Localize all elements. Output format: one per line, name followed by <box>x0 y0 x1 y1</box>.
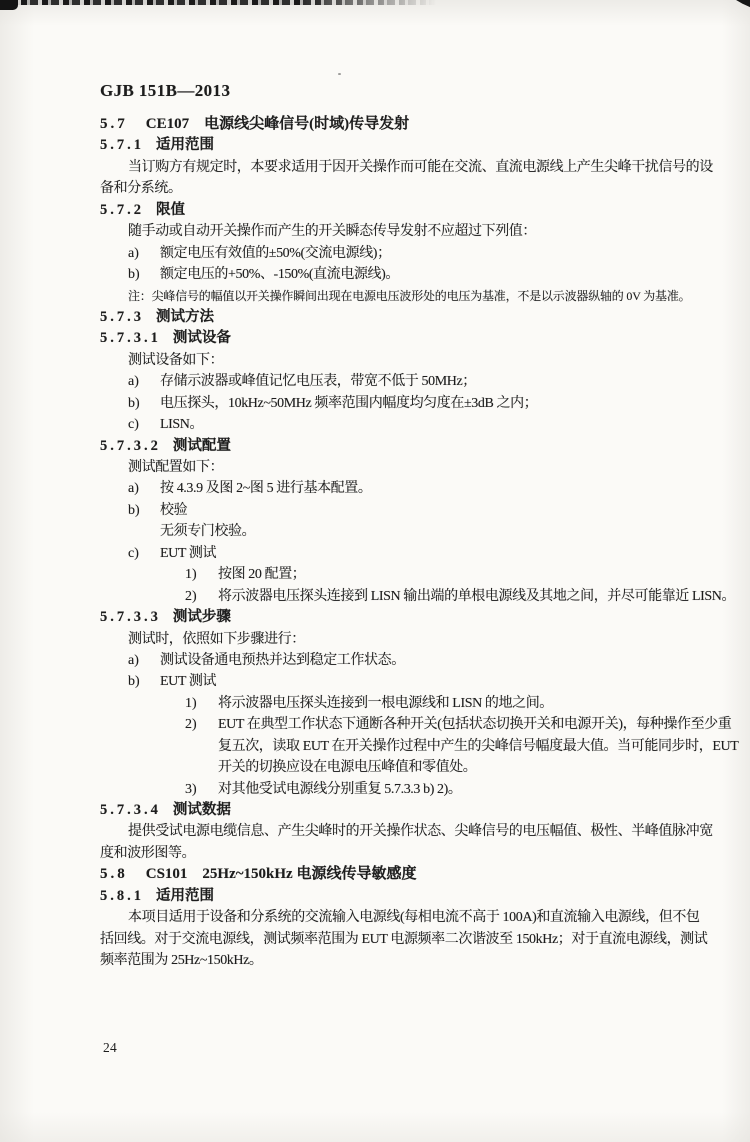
section-number: 5.7.3.2 <box>100 437 161 454</box>
sub-list-item <box>100 714 732 735</box>
section-heading-5-8-1 <box>100 886 716 907</box>
sub-list-item <box>100 564 716 585</box>
sub-list-item <box>100 779 716 800</box>
list-item <box>100 478 716 499</box>
list-text: 电压探头，10kHz~50MHz 频率范围内幅度均匀度在±3dB 之内； <box>160 395 538 411</box>
document-body <box>100 114 739 972</box>
list-marker: 1) <box>185 695 197 711</box>
list-item <box>100 671 716 692</box>
list-marker: 2) <box>185 717 197 733</box>
list-text: 对其他受试电源线分别重复 5.7.3.3 b) 2)。 <box>218 781 462 797</box>
list-marker: a) <box>128 374 139 390</box>
list-marker: c) <box>128 417 139 433</box>
section-number: 5.7 <box>100 116 128 132</box>
list-marker: 2) <box>185 588 197 604</box>
list-text: EUT 测试 <box>160 674 217 690</box>
body-line: 随手动或自动开关操作而产生的开关瞬态传导发射不应超过下列值： <box>128 224 536 240</box>
body-line: 测试配置如下： <box>128 460 224 475</box>
body-line: 括回线。对于交流电源线，测试频率范围为 EUT 电源频率二次谐波至 150kHz；对于直流电源线，测试 <box>100 931 708 947</box>
list-text: EUT 测试 <box>160 545 217 561</box>
section-title: 测试数据 <box>172 802 231 818</box>
section-heading-5-7-1 <box>100 135 716 156</box>
sub-list-item <box>100 586 736 607</box>
list-marker: 3) <box>185 781 197 797</box>
list-marker: b) <box>128 502 140 518</box>
list-text: 存储示波器或峰值记忆电压表，带宽不低于 50MHz； <box>160 374 476 390</box>
list-item <box>100 243 716 264</box>
scan-artifact-top-right <box>733 0 750 13</box>
body-line: 频率范围为 25Hz~150kHz。 <box>100 953 263 969</box>
sub-list-continuation: 开关的切换应设在电源电压峰值和零值处。 <box>218 760 477 776</box>
scan-artifact-dot <box>338 73 341 75</box>
section-number: 5.7.1 <box>100 137 144 154</box>
list-text: 校验 <box>160 502 188 518</box>
body-line: 测试设备如下： <box>128 352 224 368</box>
section-heading-5-7-3 <box>100 307 716 328</box>
sub-list-continuation: 复五次，读取 EUT 在开关操作过程中产生的尖峰信号幅度最大值。当可能同步时，EUT <box>218 738 739 754</box>
list-marker: b) <box>128 267 140 283</box>
list-marker: a) <box>128 652 139 668</box>
body-line: 备和分系统。 <box>100 181 182 197</box>
standard-number: GJB 151B—2013 <box>100 81 231 100</box>
body-line: 测试时，依照如下步骤进行： <box>128 631 305 647</box>
section-heading-5-7-2 <box>100 200 716 221</box>
section-number: 5.7.3.3 <box>100 609 161 626</box>
section-title: 测试配置 <box>172 437 231 454</box>
body-line: 本项目适用于设备和分系统的交流输入电源线(每相电流不高于 100A)和直流输入电源线，但不包 <box>128 910 700 926</box>
section-title: 适用范围 <box>156 887 214 904</box>
section-title: CE107 电源线尖峰信号(时域)传导发射 <box>145 116 410 132</box>
list-item-continuation: 无须专门校验。 <box>160 524 256 540</box>
section-heading-5-7-3-3 <box>100 607 716 628</box>
list-text: 额定电压的+50%、-150%(直流电源线)。 <box>160 267 400 283</box>
list-marker: b) <box>128 395 140 411</box>
page-number: 24 <box>103 1040 118 1055</box>
list-item <box>100 650 716 671</box>
section-heading-5-7-3-4 <box>100 800 716 821</box>
section-number: 5.7.2 <box>100 201 144 218</box>
list-text: 额定电压有效值的±50%(交流电源线)； <box>160 245 391 261</box>
list-text: 将示波器电压探头连接到 LISN 输出端的单根电源线及其地之间，并尽可能靠近 LISN。 <box>218 588 736 604</box>
section-title: 测试设备 <box>172 330 231 347</box>
section-heading-5-8 <box>100 864 716 885</box>
list-item <box>100 500 716 521</box>
section-title: CS101 25Hz~150kHz 电源线传导敏感度 <box>145 866 417 883</box>
section-number: 5.8.1 <box>100 887 144 904</box>
section-title: 测试方法 <box>156 308 214 325</box>
list-marker: b) <box>128 674 140 690</box>
section-heading-5-7-3-2 <box>100 436 716 457</box>
list-item <box>100 414 716 435</box>
list-marker: a) <box>128 245 139 261</box>
note-line: 注：尖峰信号的幅值以开关操作瞬间出现在电源电压波形处的电压为基准，不是以示波器纵轴的 0V 为基准。 <box>128 288 691 303</box>
list-text: 测试设备通电预热并达到稳定工作状态。 <box>160 652 405 668</box>
body-line: 当订购方有规定时，本要求适用于因开关操作而可能在交流、直流电源线上产生尖峰干扰信号的设 <box>128 159 713 175</box>
list-marker: 1) <box>185 567 197 583</box>
list-text: LISN。 <box>160 417 204 433</box>
list-text: 按图 20 配置； <box>218 567 306 583</box>
list-item <box>100 264 716 285</box>
section-number: 5.7.3.4 <box>100 802 161 818</box>
section-title: 适用范围 <box>156 137 214 154</box>
list-item <box>100 543 716 564</box>
sub-list-item <box>100 693 716 714</box>
section-title: 测试步骤 <box>172 609 231 626</box>
list-marker: c) <box>128 545 139 561</box>
section-number: 5.7.3 <box>100 308 144 325</box>
section-number: 5.8 <box>100 866 128 883</box>
section-title: 限值 <box>156 201 185 218</box>
list-item <box>100 393 716 414</box>
list-item <box>100 371 716 392</box>
section-number: 5.7.3.1 <box>100 330 161 347</box>
section-heading-5-7-3-1 <box>100 328 716 349</box>
body-line: 度和波形图等。 <box>100 845 196 861</box>
scan-artifact-top-left <box>0 0 18 10</box>
section-heading-5-7 <box>100 114 716 135</box>
list-marker: a) <box>128 481 139 497</box>
list-text: EUT 在典型工作状态下通断各种开关(包括状态切换开关和电源开关)，每种操作至少重 <box>218 717 732 733</box>
body-line: 提供受试电源电缆信息、产生尖峰时的开关操作状态、尖峰信号的电压幅值、极性、半峰值脉冲宽 <box>128 824 713 840</box>
scan-artifact-top-strip <box>0 0 436 5</box>
list-text: 按 4.3.9 及图 2~图 5 进行基本配置。 <box>160 481 372 497</box>
list-text: 将示波器电压探头连接到一根电源线和 LISN 的地之间。 <box>218 695 553 711</box>
